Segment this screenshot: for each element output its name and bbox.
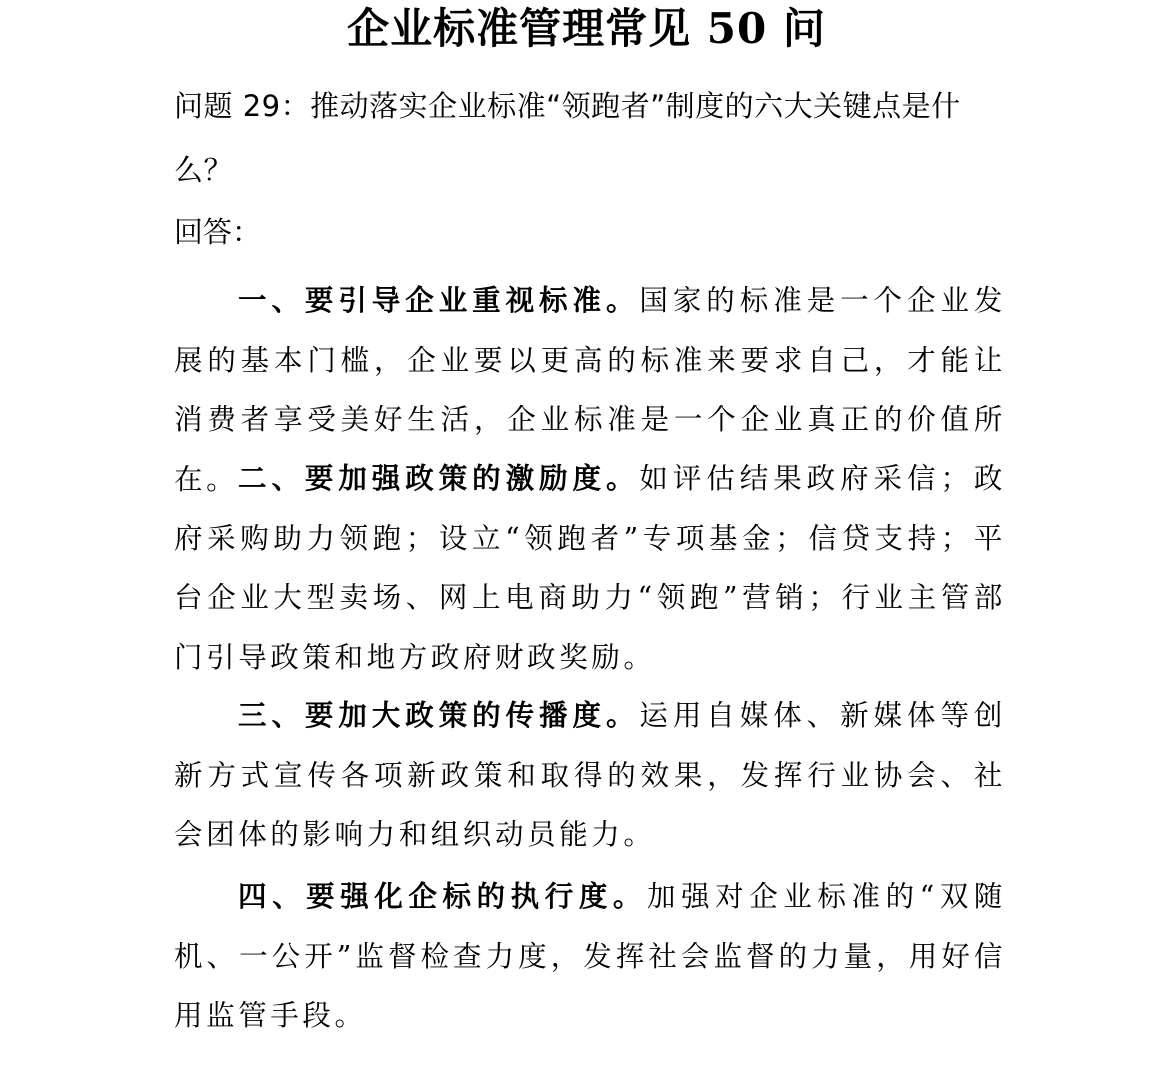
paragraph-text: 如评估结果政府采信；政府采购助力领跑；设立“领跑者”专项基金；信贷支持；平台企业大型卖场、网上电商助力“领跑”营销；行业主管部门引导政策和地方政府财政奖励。 (174, 462, 1007, 674)
answer-paragraph-2 (174, 449, 1006, 687)
paragraph-lead: 一、要引导企业重视标准。 (238, 283, 640, 317)
answer-paragraph-3 (174, 686, 1006, 865)
answer-label: 回答： (174, 215, 262, 249)
paragraph-text: 国家的标准是一个企业发展的基本门槛，企业要以更高的标准来要求自己，才能让消费者享受美好生活，企业标准是一个企业真正的价值所在。 (174, 284, 1007, 496)
answer-paragraph-4 (174, 867, 1006, 1046)
paragraph-lead: 四、要强化企标的执行度。 (238, 879, 647, 913)
paragraph-lead: 二、要加强政策的激励度。 (238, 461, 640, 495)
document-title: 企业标准管理常见 50 问 (347, 4, 826, 53)
paragraph-text: 加强对企业标准的“双随机、一公开”监督检查力度，发挥社会监督的力量，用好信用监管手段。 (174, 880, 1007, 1032)
question-text: 问题 29：推动落实企业标准“领跑者”制度的六大关键点是什么？ (174, 89, 961, 187)
paragraph-lead: 三、要加大政策的传播度。 (238, 698, 640, 732)
paragraph-text: 运用自媒体、新媒体等创新方式宣传各项新政策和取得的效果，发挥行业协会、社会团体的影响力和组织动员能力。 (174, 699, 1007, 851)
